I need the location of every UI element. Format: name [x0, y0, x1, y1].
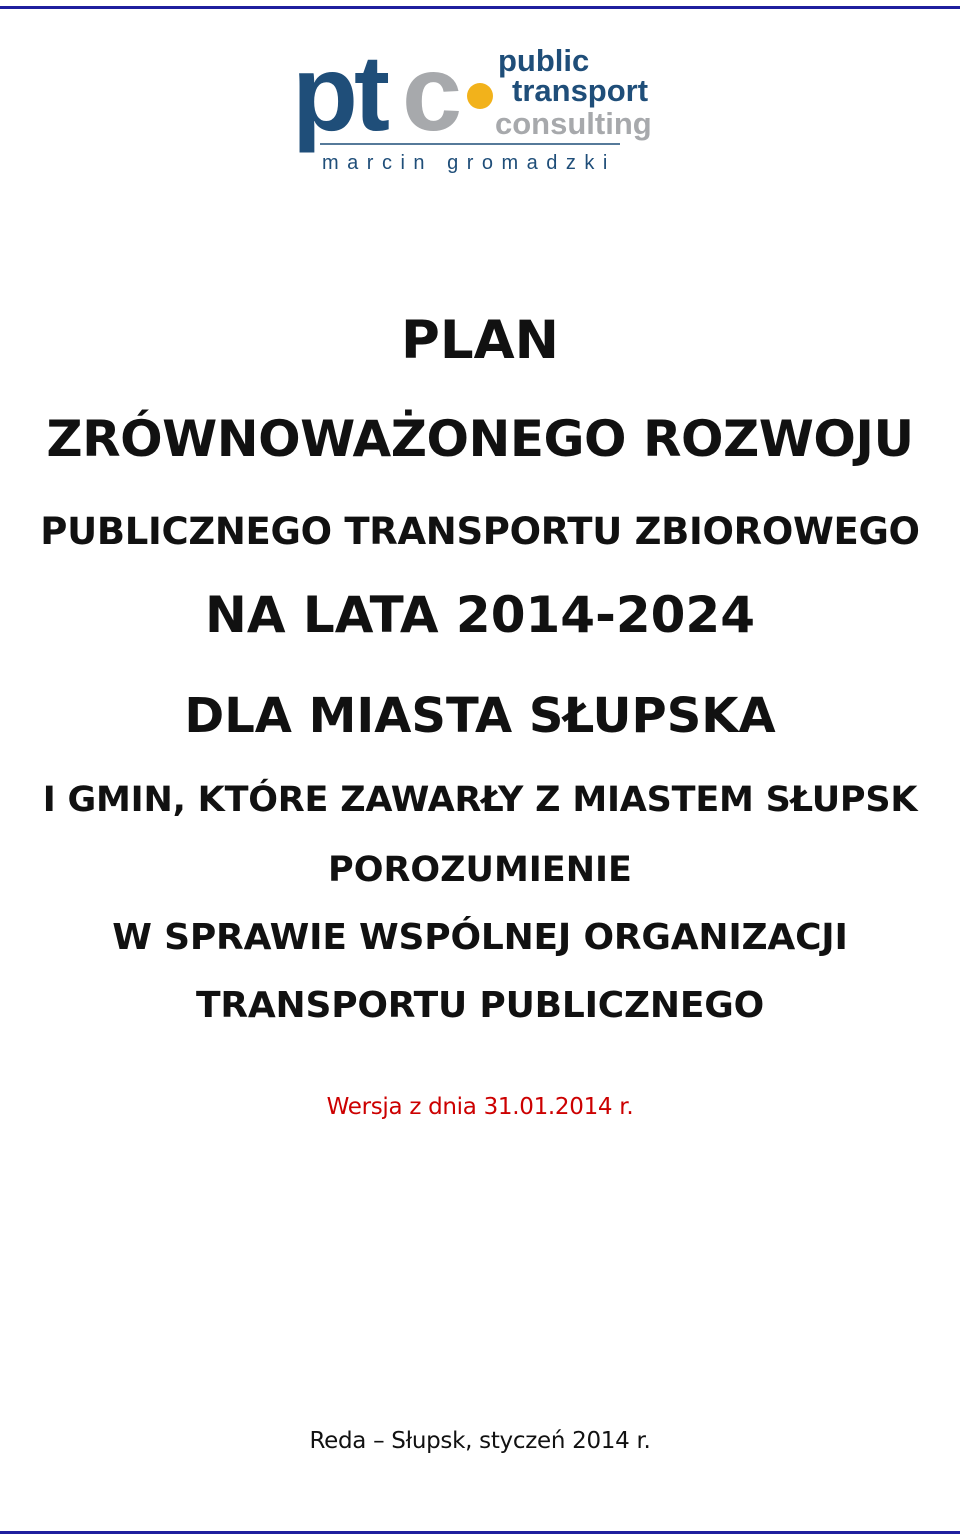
place-and-date: Reda – Słupsk, styczeń 2014 r. — [309, 1428, 651, 1454]
title-line-6: I GMIN, KTÓRE ZAWARŁY Z MIASTEM SŁUPSK — [42, 780, 918, 820]
version-note: Wersja z dnia 31.01.2014 r. — [326, 1094, 634, 1120]
logo-line-transport: transport — [512, 73, 649, 108]
bottom-rule — [0, 1531, 960, 1534]
logo-mark-pt: pt — [292, 32, 386, 153]
ptc-logo — [290, 30, 680, 180]
title-line-8: W SPRAWIE WSPÓLNEJ ORGANIZACJI — [112, 917, 848, 958]
title-line-5: DLA MIASTA SŁUPSKA — [184, 688, 776, 744]
logo-dot-icon — [467, 83, 493, 109]
title-line-7: POROZUMIENIE — [328, 850, 632, 890]
logo-line-public: public — [498, 43, 590, 78]
logo-tagline: marcin gromadzki — [322, 152, 616, 174]
top-rule — [0, 6, 960, 9]
title-line-3: PUBLICZNEGO TRANSPORTU ZBIOROWEGO — [40, 510, 920, 553]
title-line-1: PLAN — [401, 310, 559, 371]
logo-line-consulting: consulting — [495, 106, 652, 141]
title-line-2: ZRÓWNOWAŻONEGO ROZWOJU — [46, 410, 914, 468]
title-line-9: TRANSPORTU PUBLICZNEGO — [196, 985, 764, 1026]
title-line-4: NA LATA 2014-2024 — [204, 586, 756, 644]
logo-mark-c: c — [402, 32, 463, 153]
